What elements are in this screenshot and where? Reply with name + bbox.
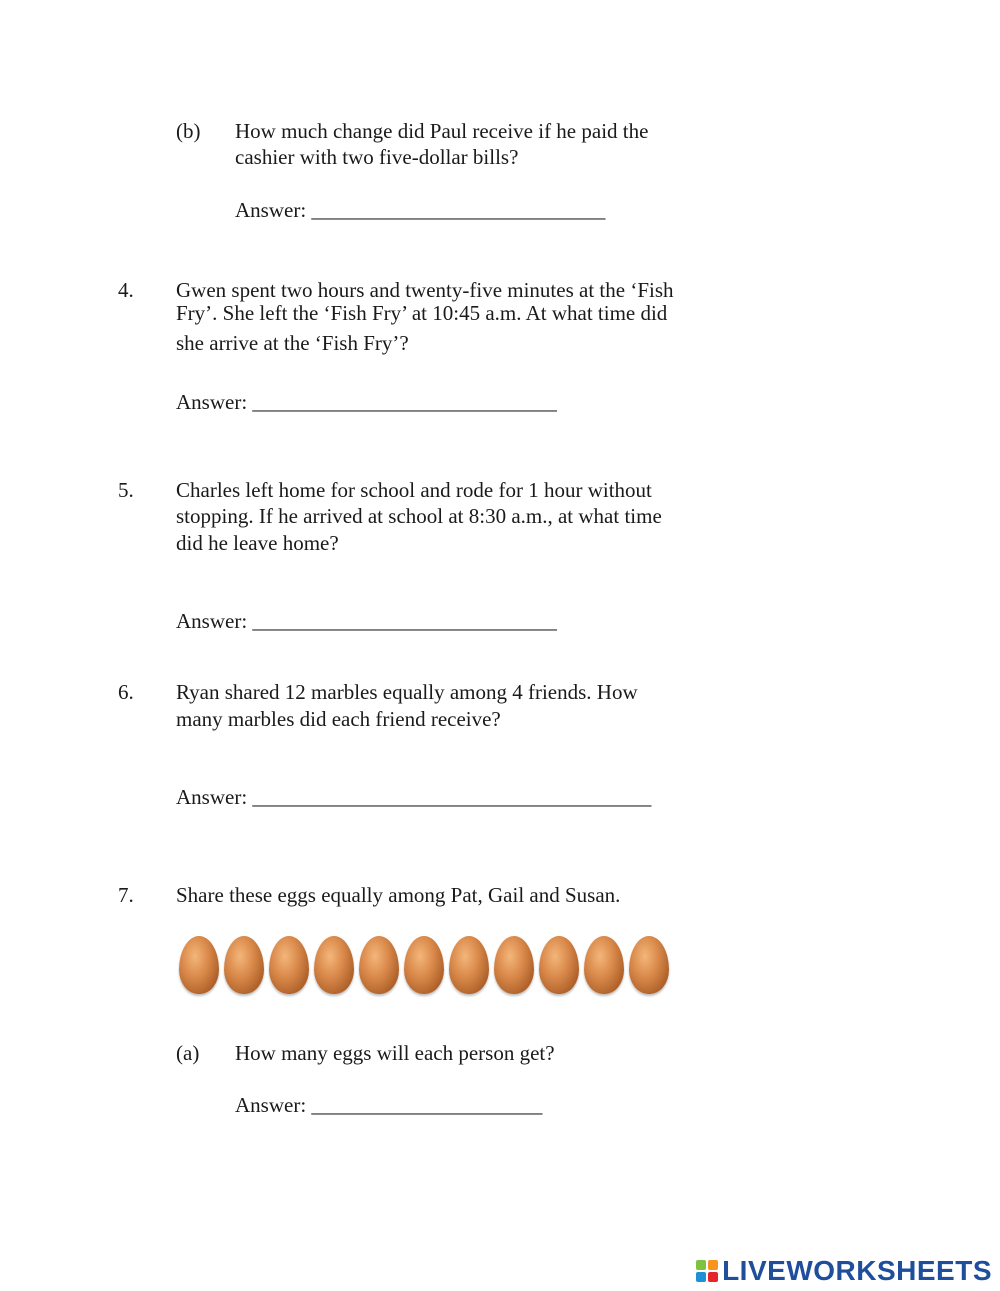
q6-answer-row — [176, 784, 651, 810]
q3b-text-line-1: How much change did Paul receive if he paid the — [235, 119, 649, 143]
q7a-answer-row — [235, 1092, 542, 1118]
q6-text-line-1: Ryan shared 12 marbles equally among 4 friends. How — [176, 680, 638, 704]
egg-icon — [404, 936, 444, 994]
egg-icon — [359, 936, 399, 994]
q5-number: 5. — [118, 478, 134, 502]
egg-icon — [224, 936, 264, 994]
q5-text-line-3: did he leave home? — [176, 531, 339, 555]
egg-icon — [449, 936, 489, 994]
egg-icon — [629, 936, 669, 994]
q5-answer-row — [176, 608, 557, 634]
liveworksheets-logo-text: LIVEWORKSHEETS — [722, 1255, 992, 1286]
q6-text-line-2: many marbles did each friend receive? — [176, 707, 501, 731]
egg-icon — [314, 936, 354, 994]
q4-answer-label: Answer: — [176, 390, 248, 414]
q6-number: 6. — [118, 680, 134, 704]
q7-number: 7. — [118, 883, 134, 907]
q3b-answer-label: Answer: — [235, 198, 307, 222]
q3b-text-line-2: cashier with two five-dollar bills? — [235, 145, 519, 169]
q4-answer-row — [176, 389, 557, 415]
q3b-answer-row — [235, 197, 605, 223]
q7a-answer-blank[interactable]: ______________________ — [311, 1093, 543, 1117]
logo-square — [708, 1260, 718, 1270]
q5-answer-label: Answer: — [176, 609, 248, 633]
q6-answer-label: Answer: — [176, 785, 248, 809]
liveworksheets-logo — [696, 1256, 992, 1286]
logo-square — [708, 1272, 718, 1282]
egg-icon — [584, 936, 624, 994]
q3b-label: (b) — [176, 119, 201, 143]
q7-text: Share these eggs equally among Pat, Gail and Susan. — [176, 883, 621, 907]
logo-square — [696, 1272, 706, 1282]
q4-text-line-3: she arrive at the ‘Fish Fry’? — [176, 331, 409, 355]
q6-answer-blank[interactable]: ______________________________________ — [252, 785, 652, 809]
q5-answer-blank[interactable]: _____________________________ — [252, 609, 557, 633]
q7a-label: (a) — [176, 1041, 200, 1065]
liveworksheets-logo-icon — [696, 1260, 718, 1282]
egg-icon — [269, 936, 309, 994]
q5-text-line-1: Charles left home for school and rode for 1 hour without — [176, 478, 652, 502]
q4-text-line-2: Fry’. She left the ‘Fish Fry’ at 10:45 a.m. At what time did — [176, 301, 668, 325]
egg-icon — [539, 936, 579, 994]
q4-text-line-1: Gwen spent two hours and twenty-five minutes at the ‘Fish — [176, 278, 674, 302]
q7a-answer-label: Answer: — [235, 1093, 307, 1117]
q4-number: 4. — [118, 278, 134, 302]
egg-icon — [179, 936, 219, 994]
q7a-text: How many eggs will each person get? — [235, 1041, 555, 1065]
logo-square — [696, 1260, 706, 1270]
q4-answer-blank[interactable]: _____________________________ — [252, 390, 557, 414]
q5-text-line-2: stopping. If he arrived at school at 8:30 a.m., at what time — [176, 504, 662, 528]
q3b-answer-blank[interactable]: ____________________________ — [311, 198, 606, 222]
egg-icon — [494, 936, 534, 994]
